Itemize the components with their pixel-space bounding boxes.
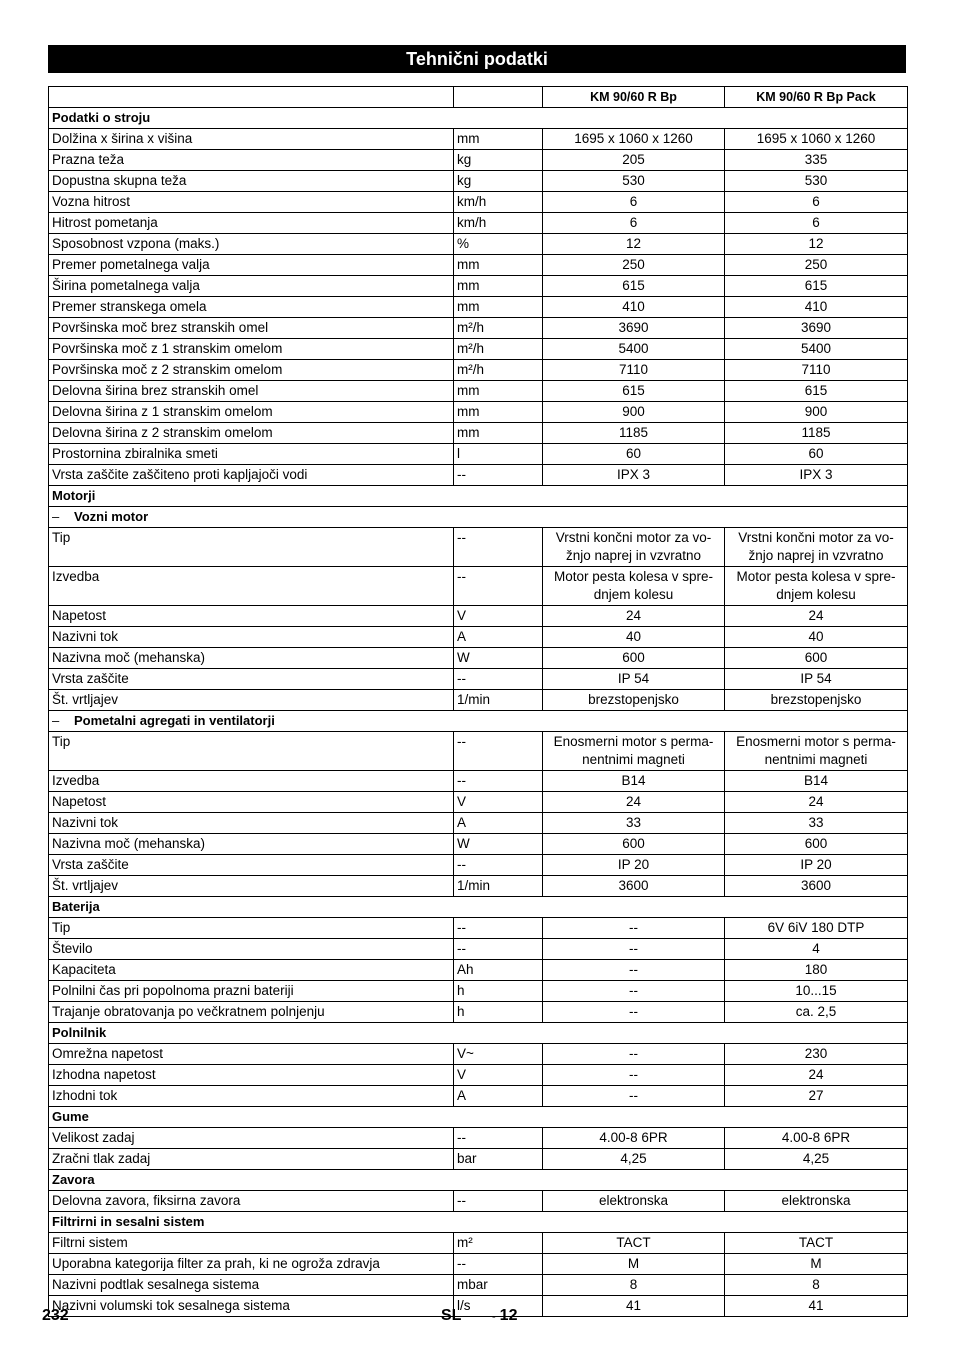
row-unit: V~ xyxy=(454,1044,543,1065)
table-row xyxy=(49,813,908,834)
row-label: Omrežna napetost xyxy=(49,1044,454,1065)
page-title: Tehnični podatki xyxy=(48,45,906,73)
row-value-model-2: 4,25 xyxy=(725,1149,908,1170)
row-unit: -- xyxy=(454,528,543,567)
row-unit: m²/h xyxy=(454,339,543,360)
row-value-model-1: 4.00-8 6PR xyxy=(543,1128,725,1149)
row-label: Izvedba xyxy=(49,567,454,606)
section-header-row xyxy=(49,1212,908,1233)
row-value-model-2: 41 xyxy=(725,1296,908,1317)
table-row xyxy=(49,855,908,876)
row-value-model-1: 615 xyxy=(543,381,725,402)
row-unit: l xyxy=(454,444,543,465)
row-label: Št. vrtljajev xyxy=(49,690,454,711)
table-row xyxy=(49,444,908,465)
table-row xyxy=(49,606,908,627)
table-row xyxy=(49,981,908,1002)
row-label: Prazna teža xyxy=(49,150,454,171)
row-label: Trajanje obratovanja po večkratnem polnjenju xyxy=(49,1002,454,1023)
row-value-model-1: 5400 xyxy=(543,339,725,360)
row-unit: m²/h xyxy=(454,318,543,339)
row-value-model-1: Motor pesta kolesa v spre-dnjem kolesu xyxy=(543,567,725,606)
row-value-model-1: IP 54 xyxy=(543,669,725,690)
row-value-model-1: -- xyxy=(543,939,725,960)
subsection-dash: – xyxy=(52,509,60,524)
row-label: Tip xyxy=(49,732,454,771)
row-label: Nazivni tok xyxy=(49,813,454,834)
row-unit: l/s xyxy=(454,1296,543,1317)
row-value-model-2: 1695 x 1060 x 1260 xyxy=(725,129,908,150)
row-label: Površinska moč brez stranskih omel xyxy=(49,318,454,339)
row-value-model-2: ca. 2,5 xyxy=(725,1002,908,1023)
row-unit: V xyxy=(454,606,543,627)
table-row xyxy=(49,1065,908,1086)
section-header-row xyxy=(49,1170,908,1191)
subsection-title xyxy=(49,711,908,732)
section-label: Motorji xyxy=(52,488,96,503)
row-value-model-1: Vrstni končni motor za vo-žnjo naprej in vzvratno xyxy=(543,528,725,567)
row-unit: m² xyxy=(454,1233,543,1254)
sub-page-number xyxy=(492,1307,517,1325)
row-value-model-1: -- xyxy=(543,1086,725,1107)
table-row xyxy=(49,255,908,276)
row-label: Vozna hitrost xyxy=(49,192,454,213)
row-label: Premer stranskega omela xyxy=(49,297,454,318)
row-label: Tip xyxy=(49,918,454,939)
row-unit: mm xyxy=(454,129,543,150)
table-row xyxy=(49,276,908,297)
section-header-row xyxy=(49,486,908,507)
subsection-header-row xyxy=(49,711,908,732)
row-label: Hitrost pometanja xyxy=(49,213,454,234)
row-unit: -- xyxy=(454,939,543,960)
table-row xyxy=(49,213,908,234)
technical-data-table xyxy=(48,86,908,1317)
row-label: Št. vrtljajev xyxy=(49,876,454,897)
row-value-model-2: 3690 xyxy=(725,318,908,339)
table-row xyxy=(49,1191,908,1212)
table-row xyxy=(49,669,908,690)
sub-page-value: 12 xyxy=(499,1307,518,1324)
row-unit: h xyxy=(454,1002,543,1023)
row-value-model-2: 4.00-8 6PR xyxy=(725,1128,908,1149)
section-header-row xyxy=(49,897,908,918)
section-label: Podatki o stroju xyxy=(52,110,151,125)
table-row xyxy=(49,960,908,981)
section-title xyxy=(49,897,908,918)
row-value-model-1: 1185 xyxy=(543,423,725,444)
row-value-model-1: 3600 xyxy=(543,876,725,897)
header-model-1: KM 90/60 R Bp xyxy=(543,87,725,108)
row-value-model-2: 7110 xyxy=(725,360,908,381)
row-label: Delovna širina z 1 stranskim omelom xyxy=(49,402,454,423)
row-label: Napetost xyxy=(49,792,454,813)
row-label: Število xyxy=(49,939,454,960)
row-value-model-1: TACT xyxy=(543,1233,725,1254)
row-label: Velikost zadaj xyxy=(49,1128,454,1149)
header-model-2: KM 90/60 R Bp Pack xyxy=(725,87,908,108)
row-value-model-2: 24 xyxy=(725,606,908,627)
row-value-model-1: 8 xyxy=(543,1275,725,1296)
section-label: Vozni motor xyxy=(74,509,149,524)
table-row xyxy=(49,339,908,360)
row-value-model-1: 33 xyxy=(543,813,725,834)
row-value-model-2: 900 xyxy=(725,402,908,423)
row-unit: kg xyxy=(454,150,543,171)
row-value-model-1: 3690 xyxy=(543,318,725,339)
row-unit: -- xyxy=(454,771,543,792)
row-label: Nazivna moč (mehanska) xyxy=(49,834,454,855)
row-value-model-2: Vrstni končni motor za vo-žnjo naprej in vzvratno xyxy=(725,528,908,567)
section-label: Polnilnik xyxy=(52,1025,107,1040)
row-value-model-2: 600 xyxy=(725,648,908,669)
row-value-model-1: -- xyxy=(543,1044,725,1065)
row-value-model-2: 530 xyxy=(725,171,908,192)
language-code: SL xyxy=(441,1307,462,1324)
row-value-model-1: IPX 3 xyxy=(543,465,725,486)
row-value-model-2: 6V 6iV 180 DTP xyxy=(725,918,908,939)
table-row xyxy=(49,234,908,255)
row-unit: mm xyxy=(454,276,543,297)
row-value-model-2: B14 xyxy=(725,771,908,792)
row-unit: mm xyxy=(454,255,543,276)
table-row xyxy=(49,1149,908,1170)
row-unit: A xyxy=(454,813,543,834)
row-unit: W xyxy=(454,648,543,669)
row-unit: -- xyxy=(454,1191,543,1212)
row-value-model-1: 250 xyxy=(543,255,725,276)
row-value-model-2: M xyxy=(725,1254,908,1275)
row-label: Dopustna skupna teža xyxy=(49,171,454,192)
table-row xyxy=(49,360,908,381)
row-label: Nazivni tok xyxy=(49,627,454,648)
row-label: Napetost xyxy=(49,606,454,627)
row-value-model-1: M xyxy=(543,1254,725,1275)
row-unit: mm xyxy=(454,423,543,444)
sub-page-dash: - xyxy=(492,1311,496,1323)
row-label: Tip xyxy=(49,528,454,567)
row-unit: V xyxy=(454,792,543,813)
row-value-model-2: 615 xyxy=(725,276,908,297)
row-value-model-1: 1695 x 1060 x 1260 xyxy=(543,129,725,150)
row-value-model-2: 1185 xyxy=(725,423,908,444)
table-row xyxy=(49,381,908,402)
row-value-model-2: 12 xyxy=(725,234,908,255)
subsection-header-row xyxy=(49,507,908,528)
row-label: Površinska moč z 2 stranskim omelom xyxy=(49,360,454,381)
section-title xyxy=(49,1170,908,1191)
table-row xyxy=(49,918,908,939)
row-value-model-1: brezstopenjsko xyxy=(543,690,725,711)
table-row xyxy=(49,648,908,669)
row-value-model-1: -- xyxy=(543,1002,725,1023)
row-value-model-2: 335 xyxy=(725,150,908,171)
section-label: Baterija xyxy=(52,899,100,914)
table-row xyxy=(49,771,908,792)
row-unit: mm xyxy=(454,402,543,423)
row-unit: -- xyxy=(454,1254,543,1275)
row-value-model-1: 41 xyxy=(543,1296,725,1317)
row-value-model-2: 3600 xyxy=(725,876,908,897)
row-unit: W xyxy=(454,834,543,855)
row-label: Uporabna kategorija filter za prah, ki ne ogroža zdravja xyxy=(49,1254,454,1275)
table-row xyxy=(49,627,908,648)
row-value-model-1: 7110 xyxy=(543,360,725,381)
row-value-model-1: 6 xyxy=(543,213,725,234)
row-label: Širina pometalnega valja xyxy=(49,276,454,297)
table-row xyxy=(49,423,908,444)
row-value-model-2: 24 xyxy=(725,792,908,813)
section-label: Zavora xyxy=(52,1172,95,1187)
row-value-model-2: 40 xyxy=(725,627,908,648)
subsection-title xyxy=(49,507,908,528)
row-value-model-1: IP 20 xyxy=(543,855,725,876)
row-label: Izhodni tok xyxy=(49,1086,454,1107)
subsection-dash: – xyxy=(52,713,60,728)
row-value-model-1: -- xyxy=(543,1065,725,1086)
table-row xyxy=(49,171,908,192)
row-value-model-1: B14 xyxy=(543,771,725,792)
row-value-model-2: IP 54 xyxy=(725,669,908,690)
row-label: Vrsta zaščite zaščiteno proti kapljajoči vodi xyxy=(49,465,454,486)
row-value-model-1: -- xyxy=(543,960,725,981)
row-value-model-2: 24 xyxy=(725,1065,908,1086)
row-label: Sposobnost vzpona (maks.) xyxy=(49,234,454,255)
table-row xyxy=(49,1128,908,1149)
row-value-model-1: -- xyxy=(543,918,725,939)
table-row xyxy=(49,1233,908,1254)
row-value-model-2: 4 xyxy=(725,939,908,960)
section-title xyxy=(49,486,908,507)
row-value-model-2: 60 xyxy=(725,444,908,465)
row-label: Nazivni podtlak sesalnega sistema xyxy=(49,1275,454,1296)
row-value-model-1: 6 xyxy=(543,192,725,213)
row-value-model-2: elektronska xyxy=(725,1191,908,1212)
section-label: Filtrirni in sesalni sistem xyxy=(52,1214,205,1229)
row-label: Kapaciteta xyxy=(49,960,454,981)
row-unit: mbar xyxy=(454,1275,543,1296)
page-number: 232 xyxy=(42,1307,69,1324)
row-value-model-1: elektronska xyxy=(543,1191,725,1212)
table-row xyxy=(49,1296,908,1317)
row-value-model-2: 600 xyxy=(725,834,908,855)
row-unit: m²/h xyxy=(454,360,543,381)
row-unit: 1/min xyxy=(454,690,543,711)
row-value-model-1: 900 xyxy=(543,402,725,423)
row-value-model-1: 60 xyxy=(543,444,725,465)
row-value-model-2: 5400 xyxy=(725,339,908,360)
section-header-row xyxy=(49,1107,908,1128)
row-unit: -- xyxy=(454,918,543,939)
row-value-model-2: 8 xyxy=(725,1275,908,1296)
row-value-model-1: 12 xyxy=(543,234,725,255)
row-value-model-1: 24 xyxy=(543,606,725,627)
row-value-model-1: 40 xyxy=(543,627,725,648)
row-label: Delovna širina z 2 stranskim omelom xyxy=(49,423,454,444)
row-value-model-1: 410 xyxy=(543,297,725,318)
row-unit: -- xyxy=(454,855,543,876)
row-unit: Ah xyxy=(454,960,543,981)
table-row xyxy=(49,834,908,855)
table-row xyxy=(49,732,908,771)
section-label: Pometalni agregati in ventilatorji xyxy=(74,713,275,728)
row-value-model-2: IPX 3 xyxy=(725,465,908,486)
row-value-model-1: 205 xyxy=(543,150,725,171)
table-row xyxy=(49,318,908,339)
row-unit: A xyxy=(454,1086,543,1107)
row-value-model-2: 230 xyxy=(725,1044,908,1065)
row-label: Delovna zavora, fiksirna zavora xyxy=(49,1191,454,1212)
row-value-model-2: 250 xyxy=(725,255,908,276)
row-unit: kg xyxy=(454,171,543,192)
table-row xyxy=(49,1002,908,1023)
row-unit: km/h xyxy=(454,192,543,213)
row-unit: bar xyxy=(454,1149,543,1170)
row-value-model-2: Motor pesta kolesa v spre-dnjem kolesu xyxy=(725,567,908,606)
table-row xyxy=(49,192,908,213)
table-row xyxy=(49,690,908,711)
section-header-row xyxy=(49,1023,908,1044)
table-header-row xyxy=(49,87,908,108)
row-unit: % xyxy=(454,234,543,255)
table-row xyxy=(49,1254,908,1275)
row-label: Delovna širina brez stranskih omel xyxy=(49,381,454,402)
row-label: Nazivni volumski tok sesalnega sistema xyxy=(49,1296,454,1317)
table-row xyxy=(49,465,908,486)
row-value-model-1: 24 xyxy=(543,792,725,813)
section-title xyxy=(49,1107,908,1128)
section-header-row xyxy=(49,108,908,129)
header-blank-unit xyxy=(454,87,543,108)
row-label: Izhodna napetost xyxy=(49,1065,454,1086)
table-row xyxy=(49,1086,908,1107)
row-value-model-2: 33 xyxy=(725,813,908,834)
row-unit: -- xyxy=(454,465,543,486)
table-row xyxy=(49,402,908,423)
table-row xyxy=(49,150,908,171)
row-value-model-2: 6 xyxy=(725,192,908,213)
row-label: Nazivna moč (mehanska) xyxy=(49,648,454,669)
table-row xyxy=(49,1275,908,1296)
row-label: Dolžina x širina x višina xyxy=(49,129,454,150)
row-value-model-1: 4,25 xyxy=(543,1149,725,1170)
row-label: Premer pometalnega valja xyxy=(49,255,454,276)
table-row xyxy=(49,297,908,318)
row-value-model-1: Enosmerni motor s perma-nentnimi magneti xyxy=(543,732,725,771)
row-value-model-2: 10...15 xyxy=(725,981,908,1002)
row-value-model-1: 600 xyxy=(543,648,725,669)
row-value-model-2: IP 20 xyxy=(725,855,908,876)
row-unit: V xyxy=(454,1065,543,1086)
row-unit: -- xyxy=(454,669,543,690)
section-title xyxy=(49,108,908,129)
row-label: Zračni tlak zadaj xyxy=(49,1149,454,1170)
row-unit: mm xyxy=(454,297,543,318)
row-value-model-1: 615 xyxy=(543,276,725,297)
row-value-model-2: 27 xyxy=(725,1086,908,1107)
row-value-model-1: 530 xyxy=(543,171,725,192)
section-title xyxy=(49,1212,908,1233)
row-label: Izvedba xyxy=(49,771,454,792)
row-value-model-2: 410 xyxy=(725,297,908,318)
header-blank xyxy=(49,87,454,108)
row-unit: -- xyxy=(454,1128,543,1149)
table-row xyxy=(49,876,908,897)
row-unit: h xyxy=(454,981,543,1002)
section-title xyxy=(49,1023,908,1044)
row-label: Prostornina zbiralnika smeti xyxy=(49,444,454,465)
row-unit: -- xyxy=(454,567,543,606)
table-row xyxy=(49,528,908,567)
row-unit: 1/min xyxy=(454,876,543,897)
row-label: Vrsta zaščite xyxy=(49,855,454,876)
row-value-model-2: 6 xyxy=(725,213,908,234)
row-value-model-2: 180 xyxy=(725,960,908,981)
row-label: Vrsta zaščite xyxy=(49,669,454,690)
row-value-model-1: -- xyxy=(543,981,725,1002)
row-value-model-2: TACT xyxy=(725,1233,908,1254)
row-value-model-2: brezstopenjsko xyxy=(725,690,908,711)
row-unit: -- xyxy=(454,732,543,771)
row-value-model-2: Enosmerni motor s perma-nentnimi magneti xyxy=(725,732,908,771)
row-value-model-2: 615 xyxy=(725,381,908,402)
row-unit: A xyxy=(454,627,543,648)
row-value-model-1: 600 xyxy=(543,834,725,855)
table-row xyxy=(49,567,908,606)
row-label: Polnilni čas pri popolnoma prazni bateriji xyxy=(49,981,454,1002)
table-row xyxy=(49,939,908,960)
row-label: Površinska moč z 1 stranskim omelom xyxy=(49,339,454,360)
row-unit: mm xyxy=(454,381,543,402)
section-label: Gume xyxy=(52,1109,89,1124)
table-row xyxy=(49,129,908,150)
table-row xyxy=(49,1044,908,1065)
table-row xyxy=(49,792,908,813)
row-label: Filtrni sistem xyxy=(49,1233,454,1254)
row-unit: km/h xyxy=(454,213,543,234)
